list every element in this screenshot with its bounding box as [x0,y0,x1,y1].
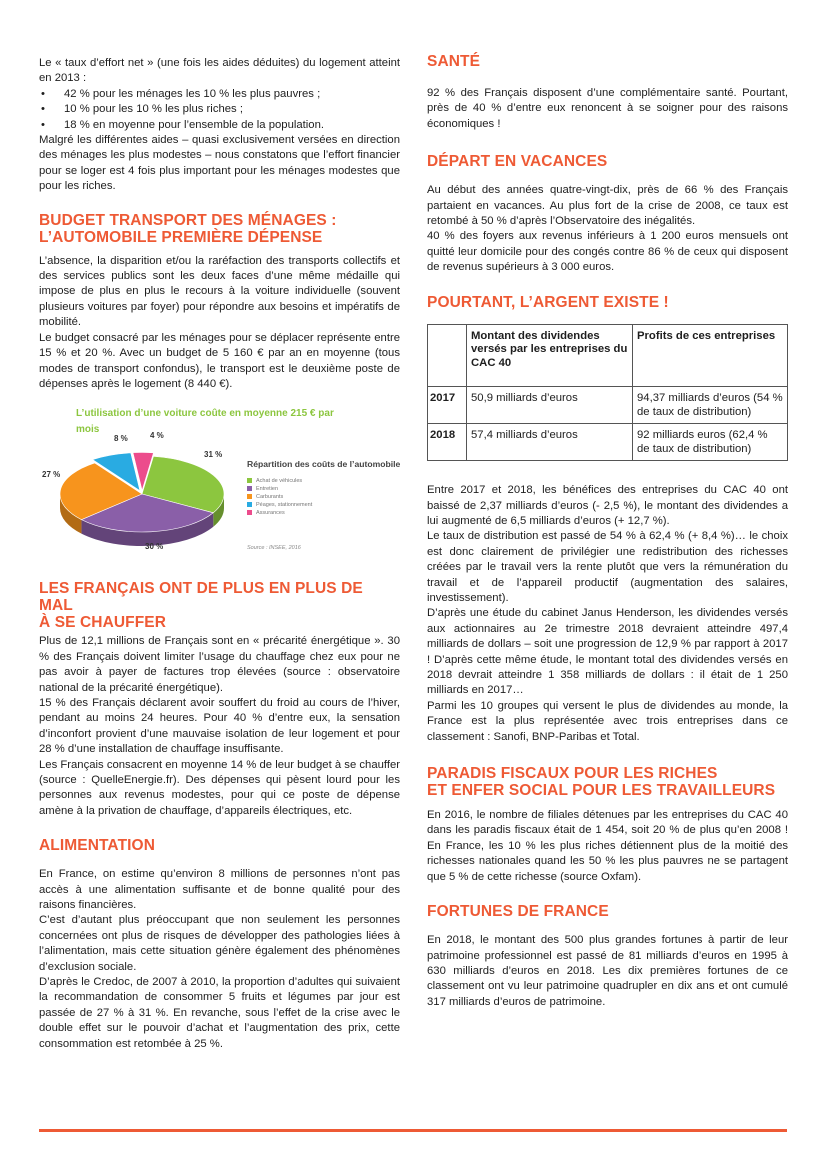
vacances-paragraph: 40 % des foyers aux revenus inférieurs à 1 200 euros mensuels ont quitté leur domicile pour des congés contre 86 % de ceux qui disposent de revenus supérieurs à 3 000 euros. [427,230,788,274]
alimentation-heading: ALIMENTATION [39,837,155,855]
pie-svg [42,406,242,556]
table-header [428,324,467,387]
alimentation-paragraph: C’est d’autant plus préoccupant que non seulement les personnes concernées ont plus de risques de développer des pathologies liées à l’alimentation, mais cette situation génère également des phénomènes d’exclusion sociale. [39,914,400,973]
chauffage-paragraph: Plus de 12,1 millions de Français sont en « précarité énergétique ». 30 % des Français doivent limiter l’usage du chauffage chez eux pour ne pas avoir à payer de factures trop élevées (source : observatoire national de la précarité énergétique). [39,635,400,694]
footer-rule [39,1129,787,1132]
legend-swatch [247,510,252,515]
chart-legend [247,457,400,516]
legend-item [247,477,400,485]
transport-paragraph: Le budget consacré par les ménages pour se déplacer représente entre 15 % et 20 %. Avec un budget de 5 160 € par an en moyenne (tous modes de transport confondus), le transport est le deuxième poste de dépenses après le logement (8 440 €). [39,331,400,390]
pie-label-entretien: 30 % [145,542,164,552]
table-cell: 94,37 milliards d’euros (54 % de taux de distribution) [633,387,788,424]
legend-label: Achat de véhicules [256,477,303,484]
chart-title: L’utilisation d’une voiture coûte en moyenne 215 € par mois [76,408,334,435]
table-cell: 2018 [428,424,467,461]
table-cell: 92 milliards euros (62,4 % de taux de distribution) [633,424,788,461]
transport-heading [39,212,400,246]
argent-paragraph: Entre 2017 et 2018, les bénéfices des entreprises du CAC 40 ont baissé de 2,37 milliards d’euros (- 2,5 %), le montant des dividendes a lui augmenté de 6,5 milliards d’euros (+ 12,7 %). [427,484,788,527]
car-cost-pie-chart [42,406,401,556]
argent-paragraph: Parmi les 10 groupes qui versent le plus de dividendes au monde, la France est la plus représentée avec trois entreprises dans ce classement : Sanofi, BNP-Paribas et Total. [427,699,788,743]
legend-label: Assurances [256,509,285,516]
table-header: Profits de ces entreprises [633,324,788,387]
heading-line: À SE CHAUFFER [39,614,167,632]
legend-title: Répartition des coûts de l’automobile [247,459,401,470]
list-item: • 42 % pour les ménages les 10 % les plus pauvres ; [39,87,400,102]
argent-paragraph: Le taux de distribution est passé de 54 % à 62,4 % (+ 8,4 %)… le choix est donc clairement de privilégier une redistribution des richesses créées par le travail vers la rente plutôt que vers la rémunération du travail et de l’appareil productif (augmentation des salaires, investissement). [427,530,788,604]
legend-item [247,501,400,509]
vacances-paragraph: Au début des années quatre-vingt-dix, près de 66 % des Français partaient en vacances. Au plus fort de la crise de 2008, ce taux est retombé à 50 % d’après l’Observatoire des inégalités. [427,184,788,228]
legend-label: Carburants [256,493,284,500]
fortunes-paragraph: En 2018, le montant des 500 plus grandes fortunes à partir de leur patrimoine professionnel est passé de 81 milliards d’euros en 1995 à 630 milliards d’euros en 2018. Les dix premières fortunes de ce classement ont vu leur patrimoine quadrupler en dix ans et ont cumulé 317 milliards d’euros de patrimoine. [427,934,788,1008]
pie-label-peages: 8 % [114,434,128,444]
legend-swatch [247,494,252,499]
table-header: Montant des dividendes versés par les entreprises du CAC 40 [467,324,633,387]
alimentation-paragraph: En France, on estime qu’environ 8 millions de personnes n’ont pas accès à une alimentation suffisante et de bonne qualité pour des raisons financières. [39,868,400,911]
list-item: • 18 % en moyenne pour l’ensemble de la population. [39,118,400,133]
table-row [428,387,788,424]
alimentation-paragraph: D’après le Credoc, de 2007 à 2010, la proportion d’adultes qui suivaient la recommandation de consommer 5 fruits et légumes par jour est passée de 27 % à 31 %. En revanche, sous l’effet de la crise avec le double effet sur le pouvoir d’achat et l’augmentation des prix, cette consommation est retombée à 25 %. [39,976,400,1050]
legend-item [247,509,400,517]
paradis-paragraph: En 2016, le nombre de filiales détenues par les entreprises du CAC 40 dans les paradis fiscaux était de 1 454, soit 20 % de plus qu’en 2008 ! En France, les 10 % les plus riches détiennent plus de la moitié des richesses nationales quand les 50 % les plus pauvres ne se partagent que 5 % de cette richesse (source Oxfam). [427,809,788,883]
legend-item [247,493,400,501]
logement-list [39,87,400,133]
table-row [428,424,788,461]
sante-heading: SANTÉ [427,53,481,70]
heading-line: LES FRANÇAIS ONT DE PLUS EN PLUS DE MAL [39,580,363,615]
chauffage-paragraph: 15 % des Français déclarent avoir souffert du froid au cours de l’hiver, pendant au moins 24 heures. Pour 40 % d’entre eux, la sensation d’inconfort provient d’une mauvaise isolation de leur logement et pour 28 % d’une installation de chauffage insuffisante. [39,696,400,756]
legend-label: Péages, stationnement [256,501,313,508]
pie-label-assurances: 4 % [150,431,164,441]
table-cell: 2017 [428,387,467,424]
vacances-heading: DÉPART EN VACANCES [427,153,608,171]
chauffage-paragraph: Les Français consacrent en moyenne 14 % de leur budget à se chauffer (source : QuelleEnergie.fr). Des dépenses qui pèsent lourd pour les personnes aux revenus modestes, pour qui ce poste de dépense amène à la privation de chauffage, d’appareils électriques, etc. [39,758,400,817]
table-cell: 50,9 milliards d’euros [467,387,633,424]
left-column [39,56,400,1052]
transport-paragraph: L’absence, la disparition et/ou la raréfaction des transports collectifs et des services publics sont les deux faces d’une même médaille qui impose de plus en plus le recours à la voiture individuelle (souvent plusieurs voitures par foyer) pour répondre aux besoins et impératifs de mobilité. [39,254,400,329]
logement-intro: Le « taux d’effort net » (une fois les aides déduites) du logement atteint en 2013 : [39,57,400,85]
legend-swatch [247,502,252,507]
legend-label: Entretien [256,485,279,492]
chart-source: Source : INSEE, 2016 [247,545,301,552]
legend-swatch [247,486,252,491]
list-item: • 10 % pour les 10 % les plus riches ; [39,102,400,117]
legend-swatch [247,478,252,483]
paradis-heading [427,765,788,799]
sante-paragraph: 92 % des Français disposent d’une complémentaire santé. Pourtant, près de 40 % d’entre eux renoncent à se soigner pour des raisons économiques ! [427,87,788,130]
table-header-row [428,324,788,387]
table-cell: 57,4 milliards d’euros [467,424,633,461]
argent-paragraph: D’après une étude du cabinet Janus Henderson, les dividendes versés aux actionnaires au 2e trimestre 2018 devraient atteindre 497,4 milliards de dollars – soit une progression de 12,9 % par rapport à 2017 ! D’après cette même étude, le montant total des dividendes versés en 2018 devrait atteindre 1 358 milliards de dollars : il était de 1 250 milliards en 2017… [427,607,788,697]
heading-line: PARADIS FISCAUX POUR LES RICHES [427,765,718,783]
argent-heading: POURTANT, L’ARGENT EXISTE ! [427,293,669,311]
dividends-table [427,324,788,462]
pie-label-carburants: 27 % [42,470,61,480]
fortunes-heading: FORTUNES DE FRANCE [427,903,609,921]
heading-line: ET ENFER SOCIAL POUR LES TRAVAILLEURS [427,782,776,800]
chauffage-heading [39,580,400,631]
legend-item [247,485,400,493]
pie-label-achat: 31 % [204,450,223,460]
logement-conclusion: Malgré les différentes aides – quasi exclusivement versées en direction des ménages les plus modestes – nous constatons que l’effort financier pour se loger est 4 fois plus important pour les ménages modestes que pour les riches. [39,134,400,193]
right-column [427,53,788,1010]
heading-line: BUDGET TRANSPORT DES MÉNAGES : [39,211,337,229]
heading-line: L’AUTOMOBILE PREMIÈRE DÉPENSE [39,228,323,246]
